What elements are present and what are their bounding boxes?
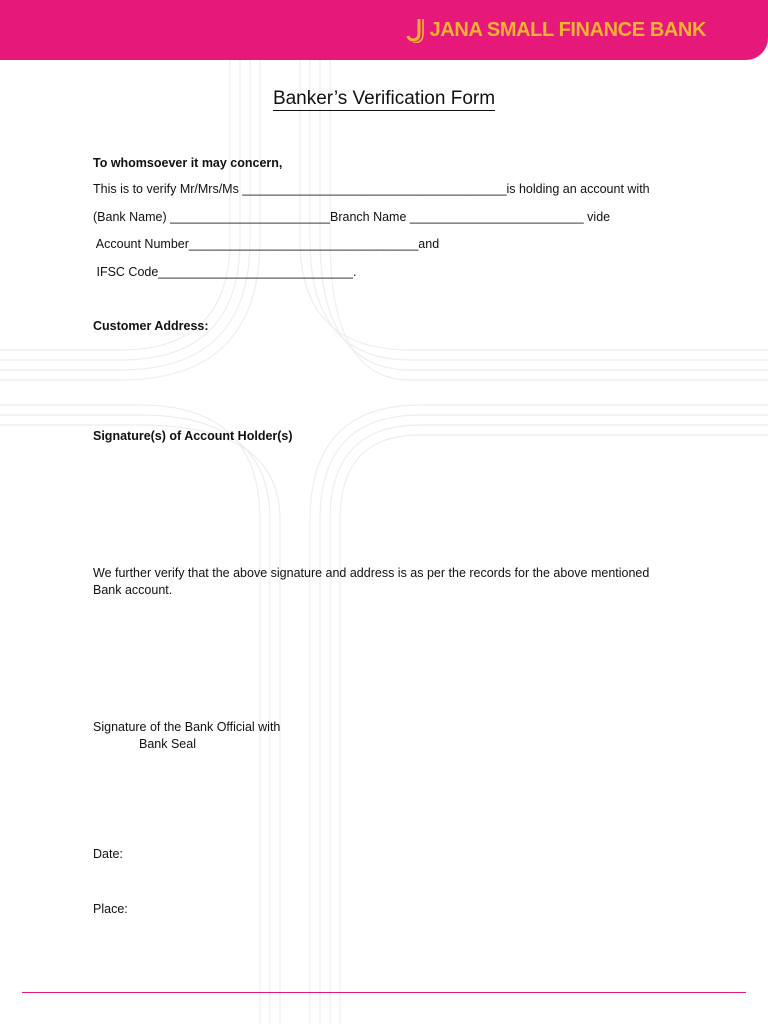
ifsc-code-line: IFSC Code____________________________. (93, 265, 357, 279)
background-watermark (0, 60, 768, 1024)
form-title: Banker’s Verification Form (272, 88, 496, 109)
verification-statement: We further verify that the above signature and address is as per the records for the above mentioned Bank account. (93, 566, 650, 597)
jana-j-logo-icon (406, 17, 426, 43)
official-signature-label: Signature of the Bank Official with (93, 720, 281, 734)
bank-logo (406, 16, 706, 44)
salutation: To whomsoever it may concern, (93, 156, 283, 170)
verify-name-line: This is to verify Mr/Mrs/Ms ______________________________________is holding an account with (93, 182, 650, 196)
page-title (0, 88, 768, 110)
bank-seal-label: Bank Seal (139, 737, 196, 751)
bank-branch-line: (Bank Name) _______________________Branch Name _________________________ vide (93, 210, 611, 224)
header-band (0, 0, 768, 60)
account-number-line: Account Number_________________________________and (93, 237, 440, 251)
customer-address-label: Customer Address: (93, 319, 209, 333)
bank-name: JANA SMALL FINANCE BANK (429, 18, 706, 41)
place-label: Place: (93, 902, 128, 916)
footer-divider (22, 992, 746, 993)
account-holder-signature-label: Signature(s) of Account Holder(s) (93, 429, 293, 443)
date-label: Date: (93, 847, 123, 861)
